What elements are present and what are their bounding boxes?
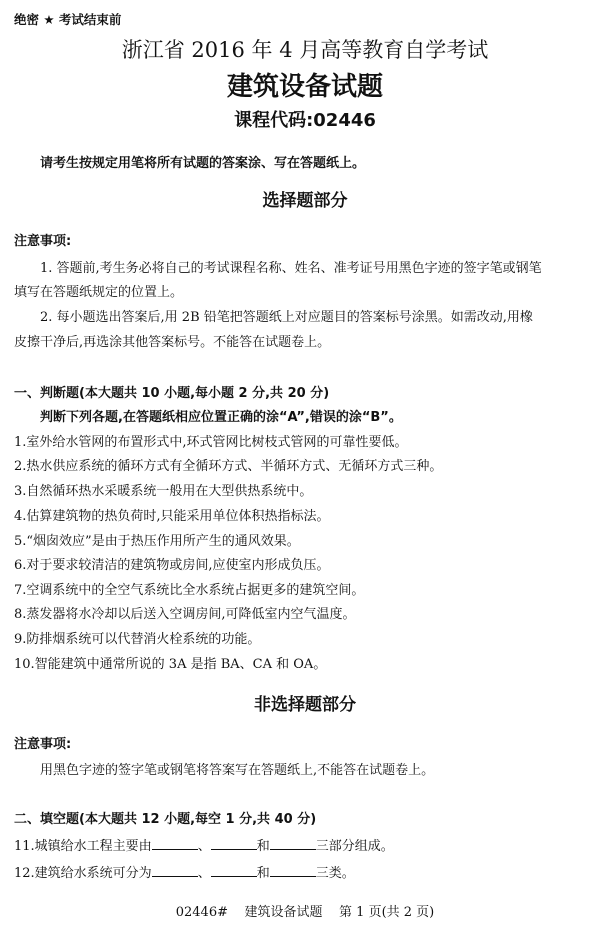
part1-note2-line2: 皮擦干净后,再选涂其他答案标号。不能答在试题卷上。 [14, 335, 331, 350]
separator: 、 [197, 866, 211, 881]
part2-note: 用黑色字迹的签字笔或钢笔将答案写在答题纸上,不能答在试题卷上。 [40, 763, 435, 778]
judge-item: 3.自然循环热水采暖系统一般用在大型供热系统中。 [14, 484, 313, 499]
part1-note1-line2: 填写在答题纸规定的位置上。 [14, 285, 184, 300]
part1-notes-heading: 注意事项: [14, 234, 72, 249]
question-prefix: 12.建筑给水系统可分为 [14, 866, 152, 881]
question-prefix: 11.城镇给水工程主要由 [14, 839, 152, 854]
answer-blank [152, 837, 198, 850]
answer-blank [211, 837, 257, 850]
part1-title: 选择题部分 [262, 191, 348, 211]
subject-title: 建筑设备试题 [226, 72, 383, 102]
section2-heading: 二、填空题(本大题共 12 小题,每空 1 分,共 40 分) [14, 812, 317, 827]
judge-item: 7.空调系统中的全空气系统比全水系统占据更多的建筑空间。 [14, 583, 365, 598]
fill-question-11 [14, 835, 394, 854]
page-footer: 02446# 建筑设备试题 第 1 页(共 2 页) [175, 905, 435, 920]
section1-instruction: 判断下列各题,在答题纸相应位置正确的涂“A”,错误的涂“B”。 [40, 410, 402, 425]
judge-item: 4.估算建筑物的热负荷时,只能采用单位体积热指标法。 [14, 509, 330, 524]
general-instruction: 请考生按规定用笔将所有试题的答案涂、写在答题纸上。 [40, 156, 366, 171]
judge-item: 6.对于要求较清洁的建筑物或房间,应使室内形成负压。 [14, 558, 330, 573]
answer-blank [211, 864, 257, 877]
judge-item: 10.智能建筑中通常所说的 3A 是指 BA、CA 和 OA。 [14, 657, 327, 672]
judge-item: 8.蒸发器将水冷却以后送入空调房间,可降低室内空气温度。 [14, 607, 356, 622]
judge-item: 5.“烟囱效应”是由于热压作用所产生的通风效果。 [14, 534, 300, 549]
section1-heading: 一、判断题(本大题共 10 小题,每小题 2 分,共 20 分) [14, 386, 330, 401]
separator: 和 [256, 866, 270, 881]
answer-blank [152, 864, 198, 877]
secret-mark: 绝密 ★ 考试结束前 [14, 12, 122, 27]
part1-note2-line1: 2. 每小题选出答案后,用 2B 铅笔把答题纸上对应题目的答案标号涂黑。如需改动,用橡 [40, 310, 533, 325]
separator: 和 [256, 839, 270, 854]
judge-item: 1.室外给水管网的布置形式中,环式管网比树枝式管网的可靠性要低。 [14, 435, 408, 450]
exam-title: 浙江省 2016 年 4 月高等教育自学考试 [121, 38, 489, 62]
part2-notes-heading: 注意事项: [14, 737, 72, 752]
judge-item: 2.热水供应系统的循环方式有全循环方式、半循环方式、无循环方式三种。 [14, 459, 443, 474]
fill-question-12 [14, 862, 355, 881]
part1-note1-line1: 1. 答题前,考生务必将自己的考试课程名称、姓名、准考证号用黑色字迹的签字笔或钢笔 [40, 261, 542, 276]
answer-blank [270, 864, 316, 877]
judge-item: 9.防排烟系统可以代替消火栓系统的功能。 [14, 632, 261, 647]
part2-title: 非选择题部分 [254, 695, 356, 715]
question-suffix: 三类。 [315, 866, 355, 881]
answer-blank [270, 837, 316, 850]
question-suffix: 三部分组成。 [315, 839, 394, 854]
separator: 、 [197, 839, 211, 854]
course-code: 课程代码:02446 [234, 110, 376, 131]
